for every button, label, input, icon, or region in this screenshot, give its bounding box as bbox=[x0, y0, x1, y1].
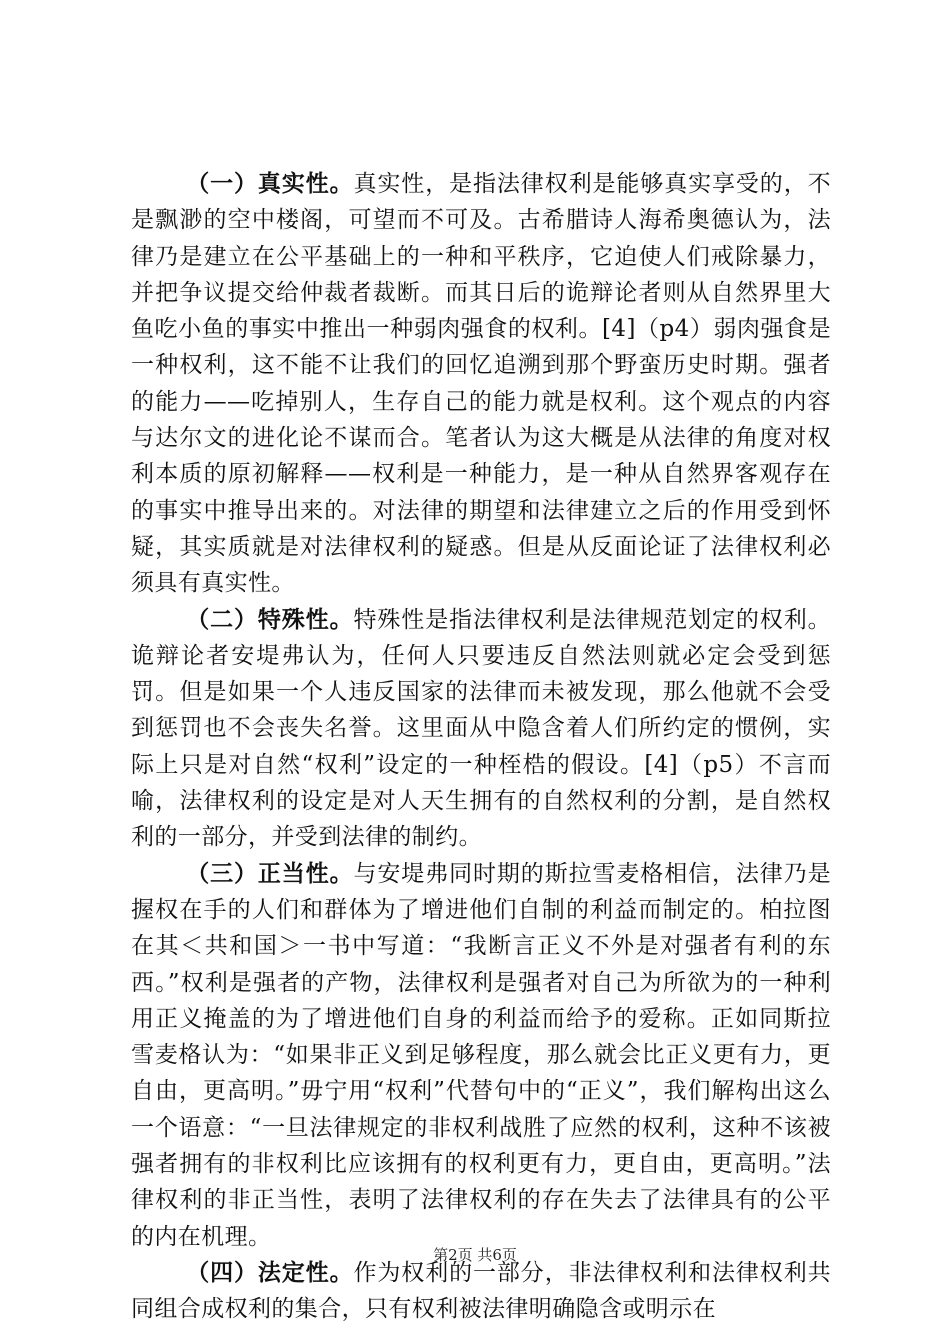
paragraph-legitimacy bbox=[131, 856, 831, 1255]
paragraph-text: 作为权利的一部分，非法律权利和法律权利共同组合成权利的集合，只有权利被法律明确隐含或明示在 bbox=[131, 1259, 831, 1323]
paragraph-legality bbox=[131, 1255, 831, 1328]
page-footer bbox=[0, 1244, 950, 1265]
section-heading: （三）正当性。 bbox=[186, 859, 354, 887]
paragraph-authenticity bbox=[131, 166, 831, 602]
page-number-label: 第2页 共6页 bbox=[433, 1246, 517, 1264]
paragraph-particularity bbox=[131, 602, 831, 856]
section-heading: （一）真实性。 bbox=[186, 170, 354, 197]
section-heading: （二）特殊性。 bbox=[186, 605, 354, 633]
paragraph-text: 特殊性是指法律权利是法律规范划定的权利。诡辩论者安堤弗认为，任何人只要违反自然法则就必定会受到惩罚。但是如果一个人违反国家的法律而未被发现，那么他就不会受到惩罚也不会丧失名誉。这里面从中隐含着人们所约定的惯例，实际上只是对自然“权利”设定的一种桎梏的假设。[4]（p5）不言而喻，法律权利的设定是对人天生拥有的自然权利的分割，是自然权利的一部分，并受到法律的制约。 bbox=[131, 606, 831, 851]
paragraph-text: 与安堤弗同时期的斯拉雪麦格相信，法律乃是握权在手的人们和群体为了增进他们自制的利益而制定的。柏拉图在其＜共和国＞一书中写道：“我断言正义不外是对强者有利的东西。”权利是强者的产物，法律权利是强者对自己为所欲为的一种利用正义掩盖的为了增进他们自身的利益而给予的爱称。正如同斯拉雪麦格认为：“如果非正义到足够程度，那么就会比正义更有力，更自由，更高明。”毋宁用“权利”代替句中的“正义”，我们解构出这么一个语意：“一旦法律规定的非权利战胜了应然的权利，这种不该被强者拥有的非权利比应该拥有的权利更有力，更自由，更高明。”法律权利的非正当性，表明了法律权利的存在失去了法律具有的公平的内在机理。 bbox=[131, 860, 831, 1250]
document-body bbox=[131, 166, 831, 1328]
section-heading: （四）法定性。 bbox=[186, 1258, 354, 1286]
paragraph-text: 真实性，是指法律权利是能够真实享受的，不是飘渺的空中楼阁，可望而不可及。古希腊诗人海希奥德认为，法律乃是建立在公平基础上的一种和平秩序，它迫使人们戒除暴力，并把争议提交给仲裁者裁断。而其日后的诡辩论者则从自然界里大鱼吃小鱼的事实中推出一种弱肉强食的权利。[4]（p4）弱肉强食是一种权利，这不能不让我们的回忆追溯到那个野蛮历史时期。强者的能力——吃掉别人，生存自己的能力就是权利。这个观点的内容与达尔文的进化论不谋而合。笔者认为这大概是从法律的角度对权利本质的原初解释——权利是一种能力，是一种从自然界客观存在的事实中推导出来的。对法律的期望和法律建立之后的作用受到怀疑，其实质就是对法律权利的疑惑。但是从反面论证了法律权利必须具有真实性。 bbox=[131, 171, 831, 597]
